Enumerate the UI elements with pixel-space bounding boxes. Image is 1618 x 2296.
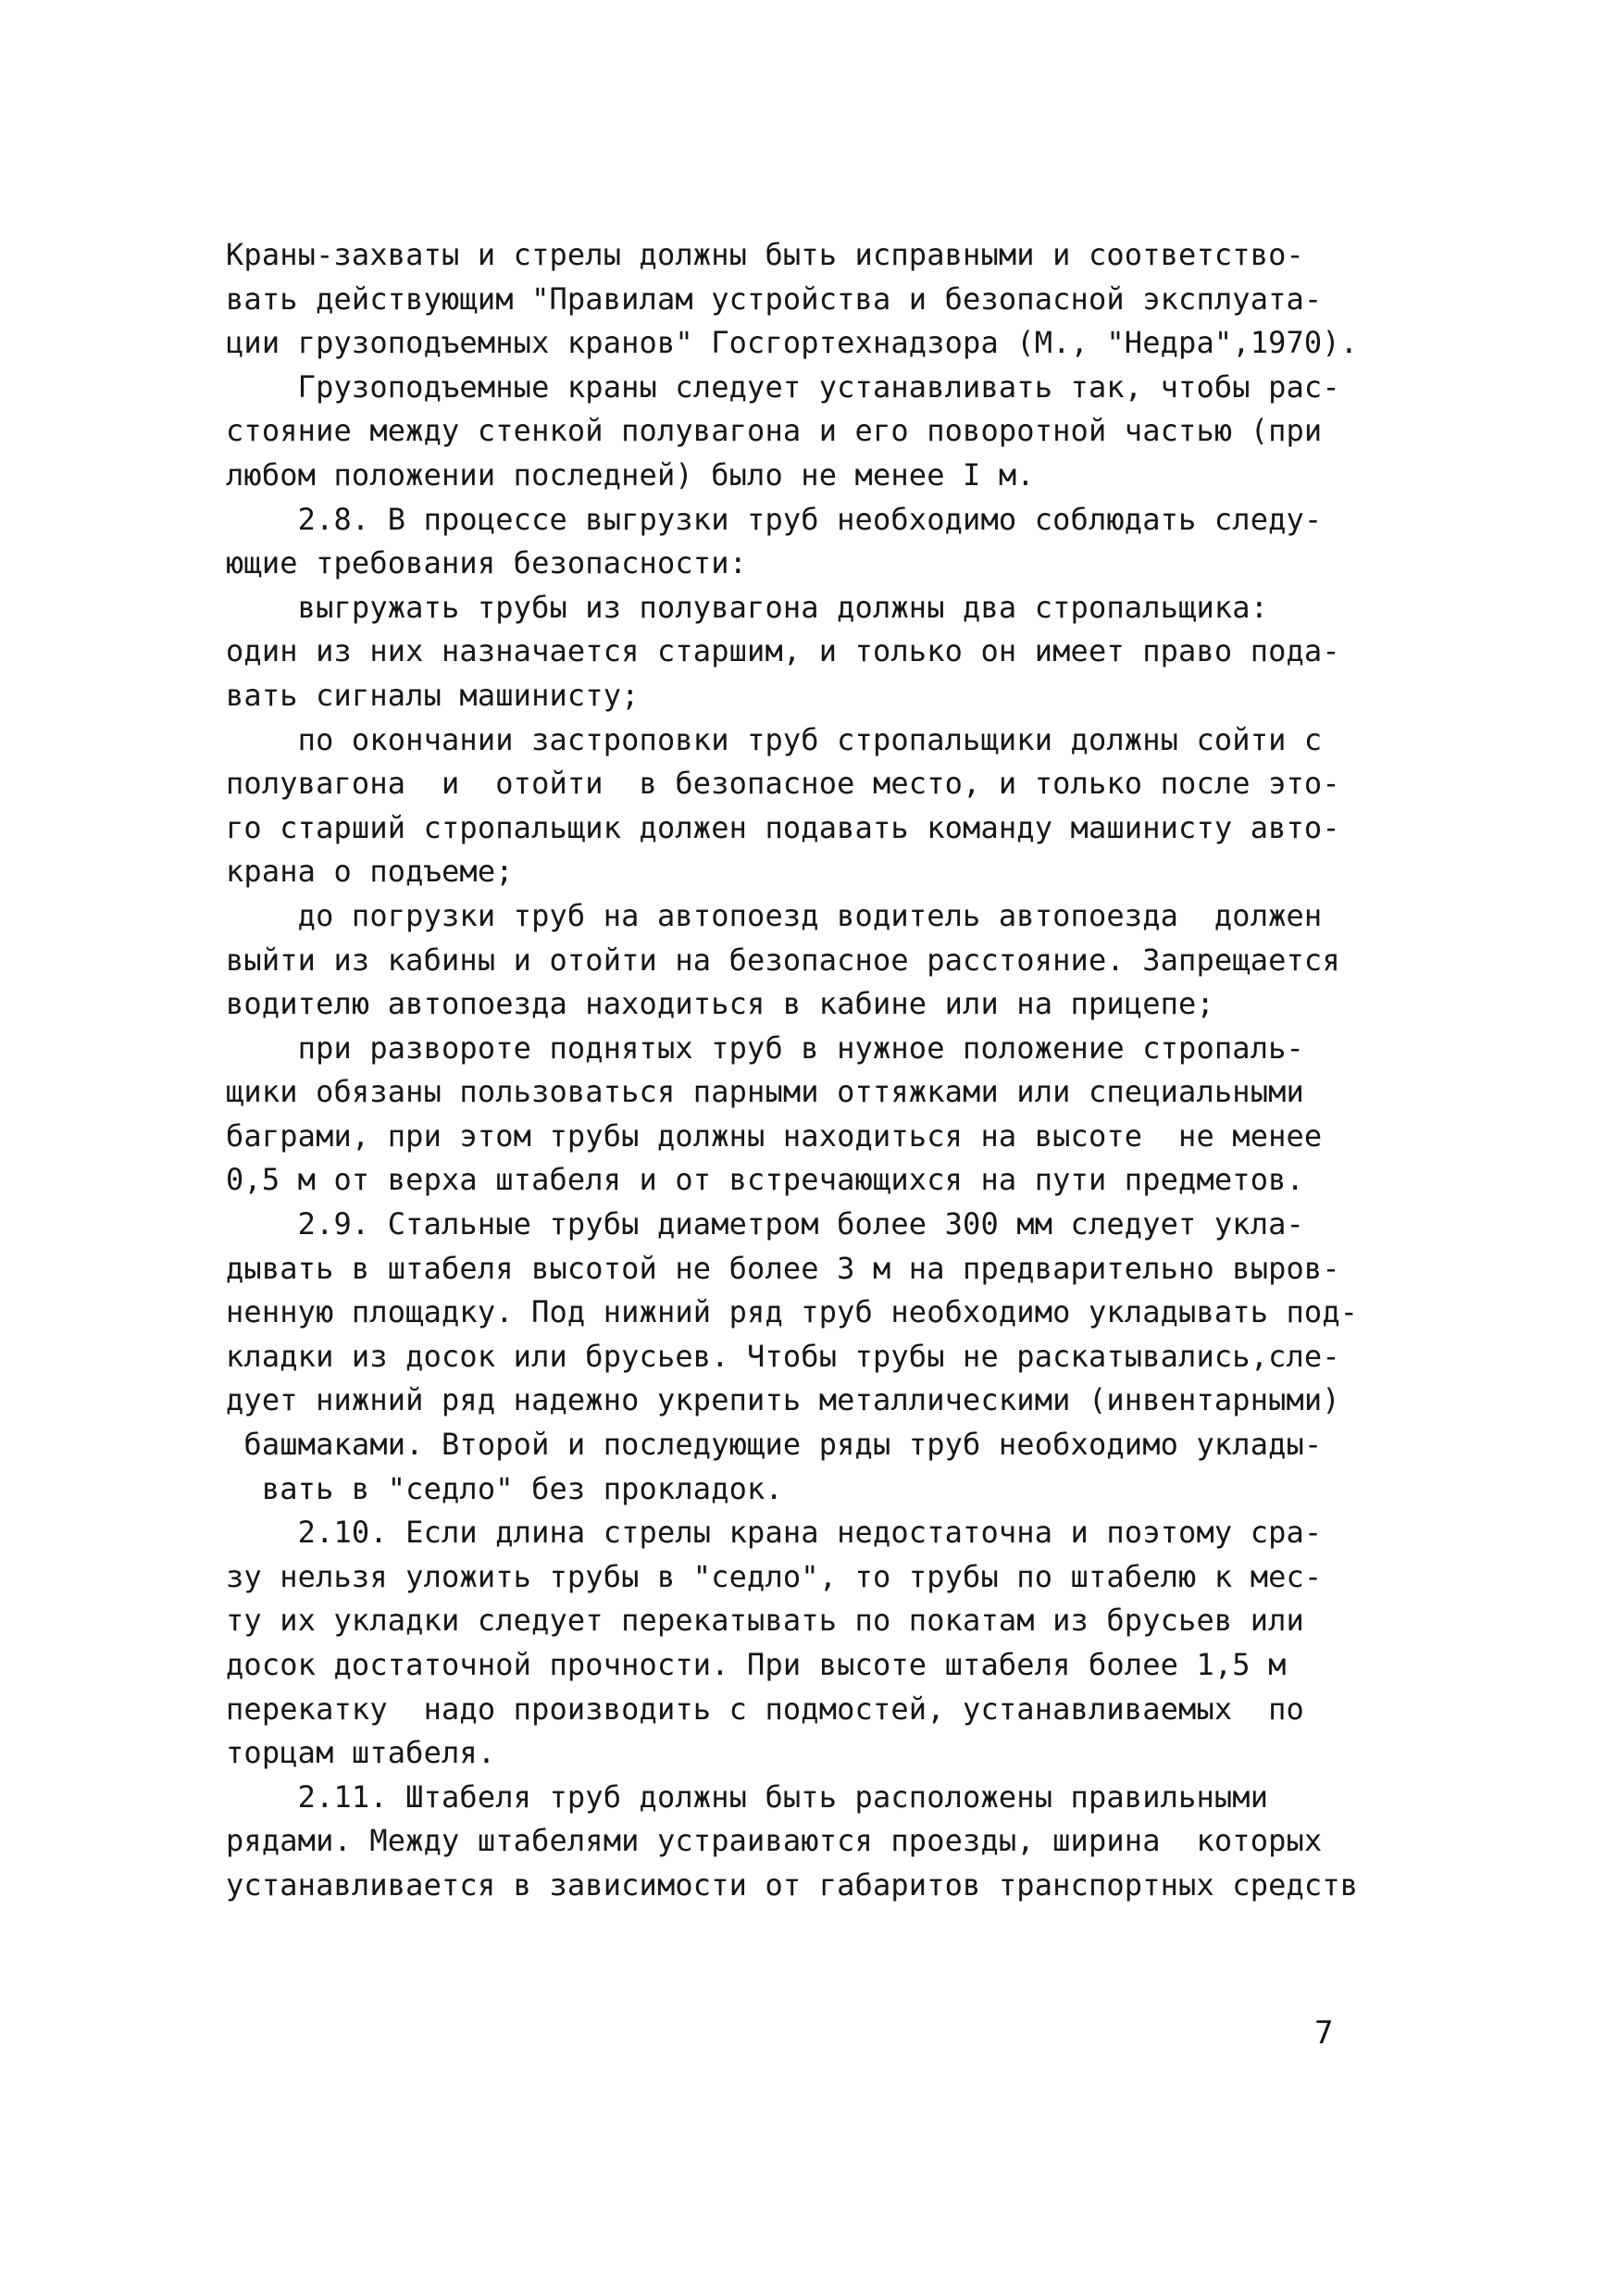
- text-line: го старший стропальщик должен подавать команду машинисту авто-: [226, 809, 1340, 845]
- text-line: вать действующим "Правилам устройства и безопасной эксплуата-: [226, 281, 1323, 317]
- text-line: по окончании застроповки труб стропальщики должны сойти с: [226, 721, 1323, 757]
- text-line: ющие требования безопасности:: [226, 545, 748, 581]
- text-line: дует нижний ряд надежно укрепить металлическими (инвентарными): [226, 1382, 1340, 1418]
- text-line: выйти из кабины и отойти на безопасное расстояние. Запрещается: [226, 942, 1340, 978]
- text-line: 2.9. Стальные трубы диаметром более 300 мм следует укла-: [226, 1206, 1304, 1242]
- text-line: 2.10. Если длина стрелы крана недостаточна и поэтому сра-: [226, 1515, 1323, 1551]
- text-line: до погрузки труб на автопоезд водитель автопоезда должен: [226, 897, 1323, 933]
- text-line: досок достаточной прочности. При высоте штабеля более 1,5 м: [226, 1647, 1287, 1682]
- text-line: 2.11. Штабеля труб должны быть расположены правильными: [226, 1778, 1269, 1815]
- text-line: вать в "седло" без прокладок.: [226, 1470, 783, 1506]
- text-line: вать сигналы машинисту;: [226, 677, 640, 713]
- text-line: при развороте поднятых труб в нужное положение стропаль-: [226, 1029, 1304, 1066]
- text-line: башмаками. Второй и последующие ряды труб необходимо уклады-: [226, 1427, 1323, 1463]
- page-number: 7: [1314, 2015, 1334, 2052]
- text-line: устанавливается в зависимости от габаритов транспортных средств: [226, 1866, 1359, 1903]
- text-line: полувагона и отойти в безопасное место, и только после это-: [226, 766, 1340, 802]
- text-line: стояние между стенкой полувагона и его поворотной частью (при: [226, 413, 1323, 449]
- text-line: торцам штабеля.: [226, 1735, 496, 1771]
- body-text: [226, 233, 1429, 1908]
- text-line: один из них назначается старшим, и только он имеет право пода-: [226, 633, 1340, 669]
- text-line: рядами. Между штабелями устраиваются проезды, ширина которых: [226, 1823, 1323, 1859]
- text-line: ненную площадку. Под нижний ряд труб необходимо укладывать под-: [226, 1294, 1359, 1330]
- text-line: баграми, при этом трубы должны находиться на высоте не менее: [226, 1117, 1323, 1154]
- text-line: любом положении последней) было не менее I м.: [226, 456, 1035, 493]
- text-line: кладки из досок или брусьев. Чтобы трубы не раскатывались,сле-: [226, 1338, 1340, 1374]
- text-line: ции грузоподъемных кранов" Госгортехнадзора (М., "Недра",1970).: [226, 325, 1359, 361]
- text-line: крана о подъеме;: [226, 854, 514, 890]
- text-line: щики обязаны пользоваться парными оттяжками или специальными: [226, 1074, 1304, 1110]
- text-line: ту их укладки следует перекатывать по покатам из брусьев или: [226, 1603, 1304, 1639]
- text-line: дывать в штабеля высотой не более 3 м на предварительно выров-: [226, 1250, 1340, 1286]
- text-line: выгружать трубы из полувагона должны два стропальщика:: [226, 589, 1269, 625]
- text-line: Краны-захваты и стрелы должны быть исправными и соответство-: [226, 237, 1304, 272]
- text-line: Грузоподъемные краны следует устанавливать так, чтобы рас-: [226, 368, 1340, 405]
- text-line: 2.8. В процессе выгрузки труб необходимо соблюдать следу-: [226, 501, 1323, 537]
- text-line: водителю автопоезда находиться в кабине или на прицепе;: [226, 986, 1214, 1022]
- text-line: 0,5 м от верха штабеля и от встречающихся на пути предметов.: [226, 1162, 1304, 1198]
- text-line: зу нельзя уложить трубы в "седло", то трубы по штабелю к мес-: [226, 1558, 1323, 1594]
- text-line: перекатку надо производить с подмостей, устанавливаемых по: [226, 1691, 1304, 1727]
